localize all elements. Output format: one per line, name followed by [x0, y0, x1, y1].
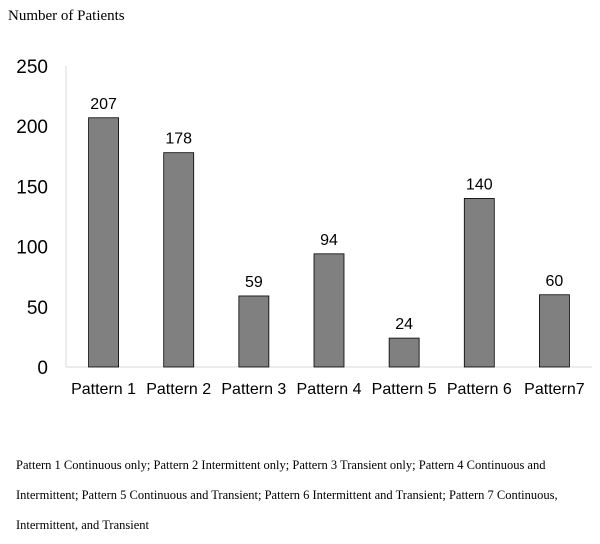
x-tick-label: Pattern 6 [446, 381, 512, 398]
y-tick-label: 200 [16, 117, 48, 139]
y-tick-label: 250 [16, 57, 48, 78]
data-label: 207 [90, 95, 117, 113]
data-label: 178 [165, 130, 193, 148]
bar [464, 198, 494, 367]
figure-caption: Pattern 1 Continuous only; Pattern 2 Intermittent only; Pattern 3 Transient only; Pattern 4 Continuous and Intermittent; Pattern 5 Continuous and Transient; Pattern 6 Intermittent and Transient; Pattern 7 Continuous, Intermittent, and Transient [16, 458, 558, 532]
x-tick-label: Pattern 2 [146, 381, 212, 398]
data-label: 60 [545, 272, 564, 290]
x-tick-label: Pattern7 [524, 381, 585, 398]
y-axis-title: Number of Patients [8, 8, 125, 24]
x-tick-label: Pattern 5 [371, 381, 437, 398]
data-label: 140 [465, 176, 493, 194]
y-tick-labels [16, 57, 48, 379]
data-label: 59 [244, 273, 263, 291]
y-tick-label: 150 [16, 177, 48, 199]
data-label: 24 [395, 316, 414, 334]
bar [314, 254, 344, 367]
bar [89, 118, 119, 367]
y-tick-label: 50 [26, 297, 48, 319]
bar [539, 295, 569, 367]
bar [389, 338, 419, 367]
data-label: 94 [320, 231, 338, 249]
bar [239, 296, 269, 367]
y-tick-label: 100 [16, 237, 48, 259]
x-tick-labels [71, 381, 585, 398]
x-tick-label: Pattern 1 [71, 381, 137, 398]
x-tick-label: Pattern 4 [296, 381, 362, 398]
bar [164, 153, 194, 367]
x-tick-label: Pattern 3 [221, 381, 287, 398]
y-tick-label: 0 [37, 358, 48, 379]
